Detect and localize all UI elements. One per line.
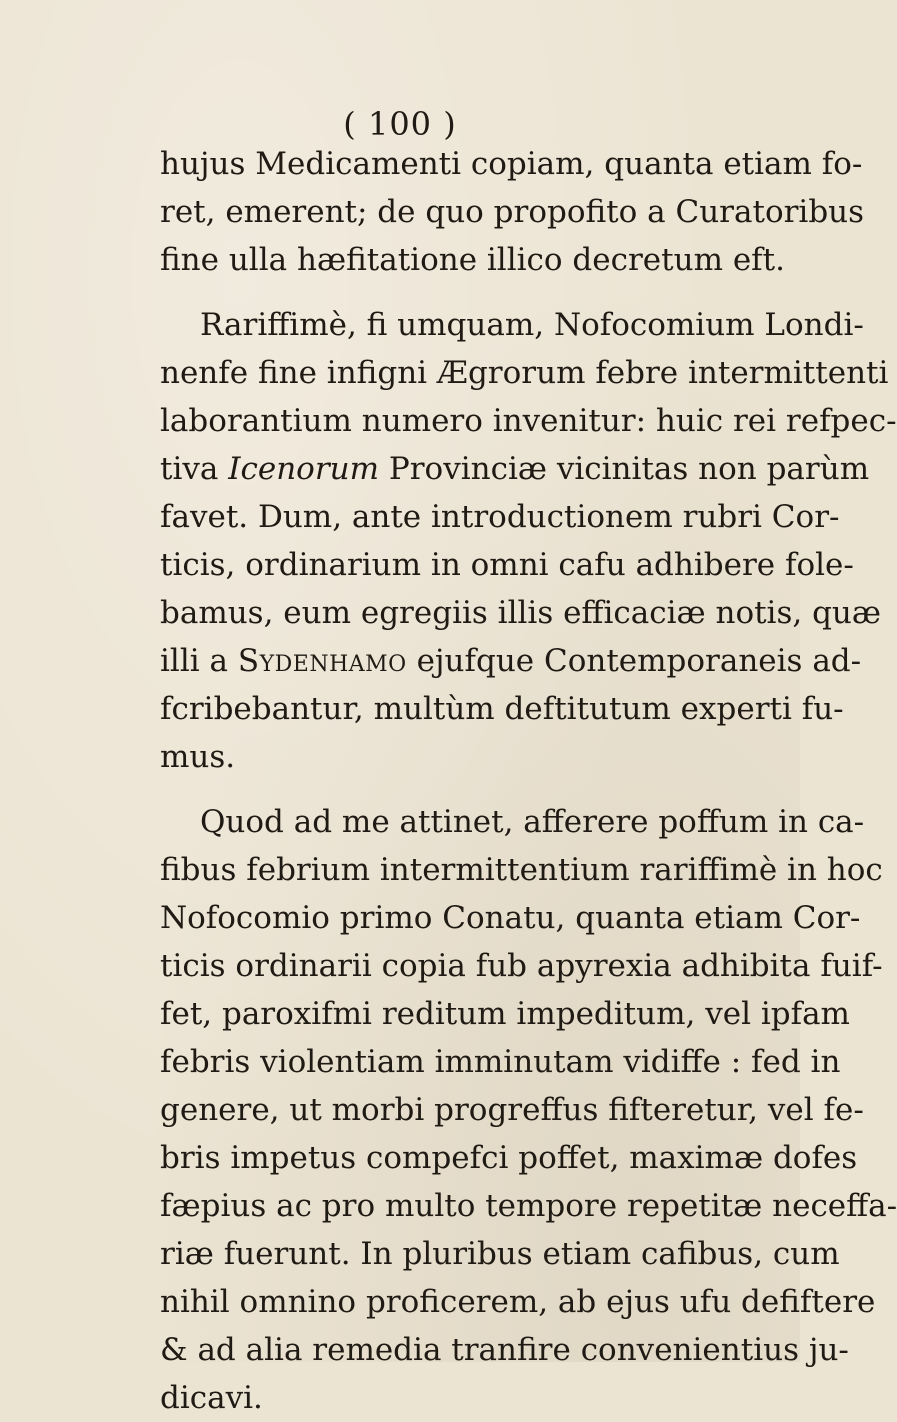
text-line: Quod ad me attinet, afferere poffum in ca-: [200, 804, 865, 840]
body-text: [160, 140, 897, 1422]
paragraph-1: [160, 140, 865, 284]
text-line: fine ulla hæfitatione illico decretum eft.: [160, 242, 785, 278]
text-line: febris violentiam imminutam vidiffe : fed in: [160, 1044, 841, 1080]
text-line: fibus febrium intermittentium rariffimè in hoc: [160, 852, 883, 888]
text-line: laborantium numero invenitur: huic rei refpec-: [160, 403, 897, 439]
paragraph-2: [160, 301, 897, 781]
italic-word: Icenorum: [228, 451, 379, 487]
text-line: Rariffimè, fi umquam, Nofocomium Londi-: [200, 307, 864, 343]
text-line: fcribebantur, multùm deftitutum experti fu-: [160, 691, 844, 727]
text-line: illi a Sydenhamo ejufque Contemporaneis ad-: [160, 643, 862, 679]
text-line: mus.: [160, 739, 236, 775]
text-line: tiva Icenorum Provinciæ vicinitas non parùm: [160, 451, 870, 487]
text-line: ret, emerent; de quo propofito a Curatoribus: [160, 194, 865, 230]
text-line: ticis ordinarii copia fub apyrexia adhibita fuif-: [160, 948, 883, 984]
text-line: nenfe fine infigni Ægrorum febre intermittenti: [160, 355, 889, 391]
text-line: bris impetus compefci poffet, maximæ dofes: [160, 1140, 858, 1176]
text-line: bamus, eum egregiis illis efficaciæ notis, quæ: [160, 595, 882, 631]
smallcaps-name: Sydenhamo: [237, 643, 407, 679]
text-line: Nofocomio primo Conatu, quanta etiam Cor-: [160, 900, 861, 936]
text-line: fæpius ac pro multo tempore repetitæ neceffa-: [160, 1188, 897, 1224]
text-line: genere, ut morbi progreffus fifteretur, vel fe-: [160, 1092, 864, 1128]
text-line: fet, paroxifmi reditum impeditum, vel ipfam: [160, 996, 850, 1032]
text-line: ticis, ordinarium in omni cafu adhibere fole-: [160, 547, 854, 583]
text-line: nihil omnino proficerem, ab ejus ufu defiftere: [160, 1284, 876, 1320]
text-line: riæ fuerunt. In pluribus etiam cafibus, cum: [160, 1236, 840, 1272]
paragraph-3: [160, 798, 897, 1422]
text-line: dicavi.: [160, 1380, 263, 1416]
page-number: ( 100 ): [343, 105, 457, 143]
text-line: & ad alia remedia tranfire convenientius ju-: [160, 1332, 849, 1368]
text-line: favet. Dum, ante introductionem rubri Cor-: [160, 499, 840, 535]
text-line: hujus Medicamenti copiam, quanta etiam fo-: [160, 146, 863, 182]
